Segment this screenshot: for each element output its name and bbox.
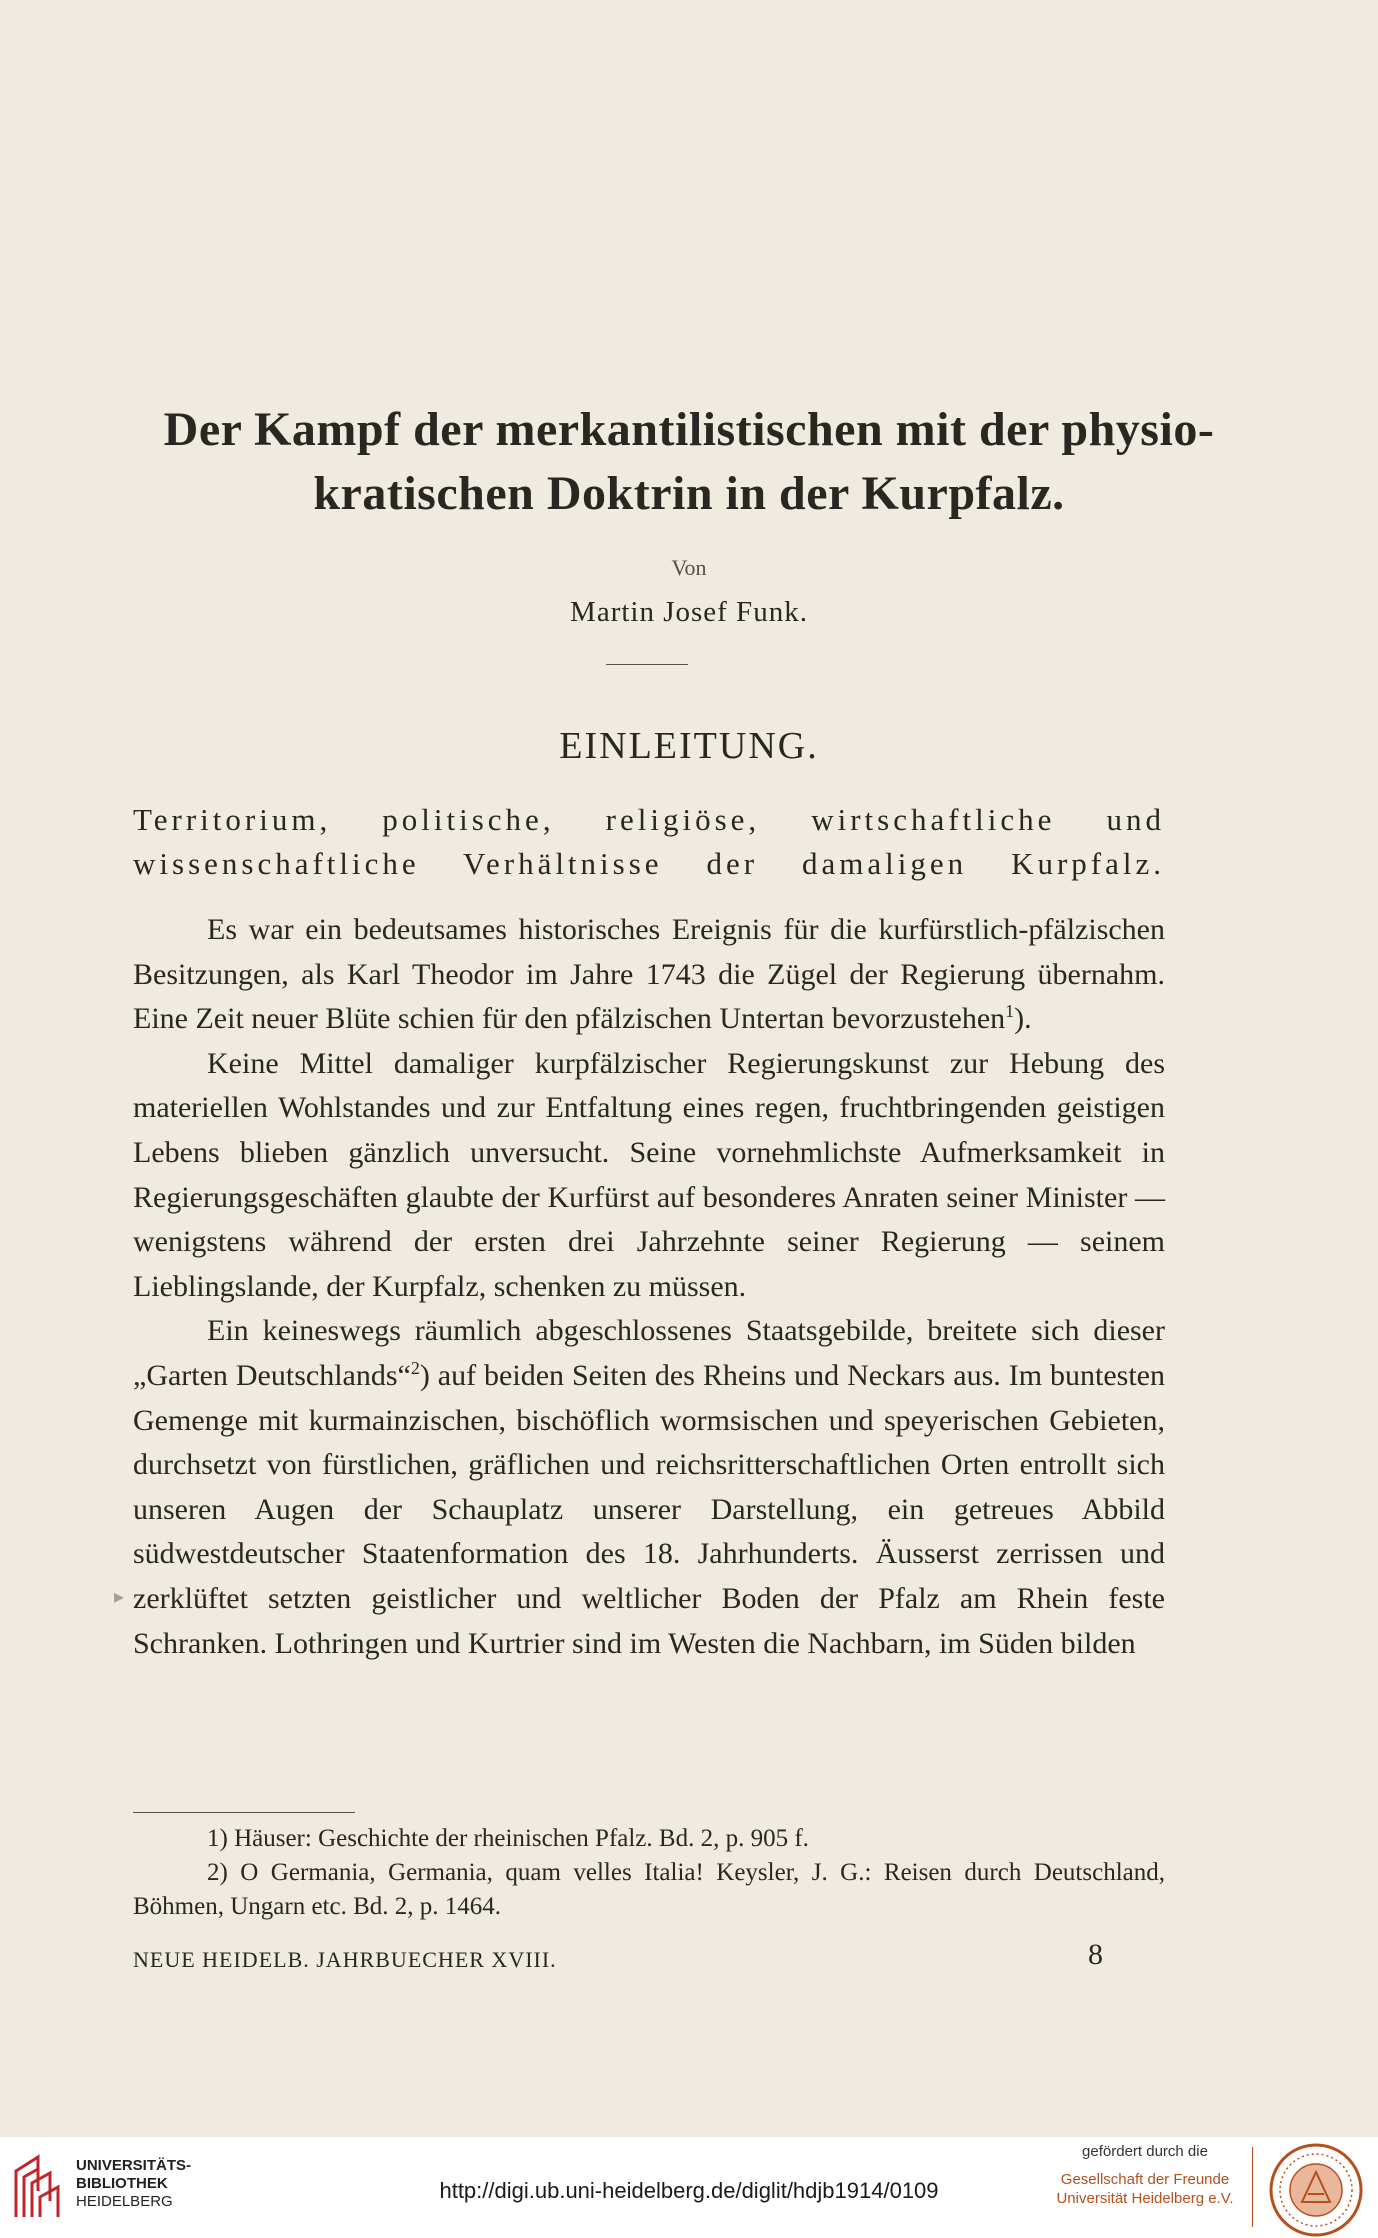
footnotes (133, 1822, 1165, 1924)
margin-mark: ▸ (114, 1584, 125, 1608)
library-line-2: BIBLIOTHEK (76, 2175, 168, 2192)
page-number: 8 (1088, 1938, 1103, 1971)
footnote-1: 1) Häuser: Geschichte der rheinischen Pfalz. Bd. 2, p. 905 f. (207, 1825, 809, 1852)
byline-von: Von (671, 555, 707, 580)
section-heading: EINLEITUNG. (559, 725, 819, 767)
footnote-ref-1[interactable]: 1 (1005, 1001, 1015, 1022)
sponsor-lead: gefördert durch die (1082, 2143, 1208, 2160)
sponsor-org-line-1: Gesellschaft der Freunde (1060, 2171, 1230, 2188)
university-seal-icon (1268, 2142, 1364, 2238)
permalink-url[interactable]: http://digi.ub.uni-heidelberg.de/diglit/hdjb1914/0109 (439, 2178, 939, 2203)
article-title-line-2: kratischen Doktrin in der Kurpfalz. (313, 467, 1065, 520)
library-line-1: UNIVERSITÄTS- (76, 2157, 192, 2174)
section-subtitle (133, 798, 1165, 886)
sponsor-block (1030, 2143, 1260, 2208)
footnote-2: 2) O Germania, Germania, quam velles Italia! Keysler, J. G.: Reisen durch Deutschland, Böhmen, Ungarn etc. Bd. 2, p. 1464. (133, 1859, 1165, 1920)
paragraph-1-text: Es war ein bedeutsames historisches Ereignis für die kurfürstlich-pfälzischen Besitzungen, als Karl Theodor im Jahre 1743 die Zügel der Regierung übernahm. Eine Zeit neuer Blüte schien für den pfälzischen Untertan bevorzustehen (133, 913, 1165, 1036)
title-divider (606, 664, 688, 665)
article-title-line-1: Der Kampf der merkantilistischen mit der physio- (163, 403, 1215, 456)
section-subtitle-line-2: wissenschaftliche Verhältnisse der damaligen Kurpfalz. (133, 846, 1165, 881)
paragraph-3 (133, 1309, 1165, 1666)
body-text (133, 908, 1165, 1666)
sponsor-divider (1252, 2147, 1253, 2227)
paragraph-3-rest: ) auf beiden Seiten des Rheins und Neckars aus. Im buntesten Gemenge mit kurmainzischen, bischöflich wormsischen und speyerischen Gebieten, durchsetzt von fürstlichen, gräflichen und reichsritterschaftlichen Orten entrollt sich unseren Augen der Schauplatz unserer Darstellung, ein getreues Abbild südwestdeutscher Staatenformation des 18. Jahrhunderts. Äusserst zerrissen und zerklüftet setzten geistlicher und weltlicher Boden der Pfalz am Rhein feste Schranken. Lothringen und Kurtrier sind im Westen die Nachbarn, im Süden bilden (133, 1358, 1166, 1660)
article-title (100, 398, 1278, 526)
paragraph-3-start: Ein keineswegs räumlich abgeschlossenes Staatsgebilde, breitete sich dieser „Garten Deutschlands“ (133, 1314, 1165, 1392)
footnote-ref-2[interactable]: 2 (410, 1357, 420, 1378)
footnote-divider (133, 1812, 355, 1813)
journal-signature: NEUE HEIDELB. JAHRBUECHER XVIII. (133, 1947, 557, 1972)
paragraph-1 (133, 908, 1165, 1042)
library-line-3: HEIDELBERG (76, 2193, 173, 2210)
sponsor-org-line-2: Universität Heidelberg e.V. (1056, 2190, 1234, 2207)
section-subtitle-line-1: Territorium, politische, religiöse, wirtschaftliche und (133, 802, 1165, 837)
footer-bar (0, 2137, 1378, 2237)
paragraph-2: Keine Mittel damaliger kurpfälzischer Regierungskunst zur Hebung des materiellen Wohlstandes und zur Entfaltung eines regen, fruchtbringenden geistigen Lebens blieben gänzlich unversucht. Seine vornehmlichste Aufmerksamkeit in Regierungsgeschäften glaubte der Kurfürst auf besonderes Anraten seiner Minister — wenigstens während der ersten drei Jahrzehnte seiner Regierung — seinem Lieblingslande, der Kurpfalz, schenken zu müssen. (133, 1046, 1165, 1303)
paragraph-1-end: ). (1014, 1002, 1032, 1036)
author-name: Martin Josef Funk. (570, 596, 808, 628)
